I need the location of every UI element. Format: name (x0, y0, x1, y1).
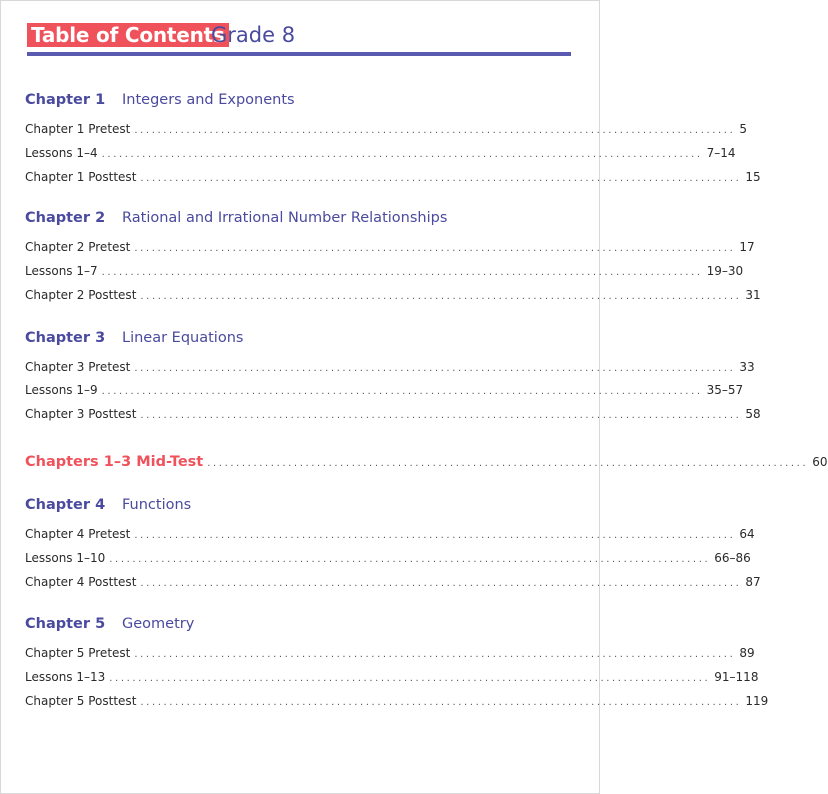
toc-entry (25, 262, 744, 280)
page-header (27, 23, 571, 59)
entry-label: Chapter 5 Posttest (25, 694, 137, 708)
entry-page: 7–14 (706, 146, 736, 160)
dot-leader: ........................................................................................................ (140, 291, 742, 302)
chapter-number: Chapter 3 (25, 330, 106, 346)
chapter-title: Functions (122, 497, 192, 513)
toc-entry (25, 692, 769, 710)
chapter-title: Integers and Exponents (122, 92, 295, 108)
page-title: Table of Contents (27, 23, 229, 47)
entry-page: 5 (739, 122, 748, 136)
entry-label: Chapter 2 Pretest (25, 240, 131, 254)
toc-entry (25, 358, 755, 376)
chapter-number: Chapter 2 (25, 210, 106, 226)
dot-leader: ........................................................................................................ (109, 554, 711, 565)
entry-label: Lessons 1–9 (25, 383, 98, 397)
dot-leader: ........................................................................................................ (134, 243, 736, 254)
dot-leader: ........................................................................................................ (134, 363, 736, 374)
dot-leader: ........................................................................................................ (134, 530, 736, 541)
chapter-heading (25, 90, 295, 110)
toc-entry (25, 238, 755, 256)
entry-label: Lessons 1–13 (25, 670, 106, 684)
toc-entry (25, 549, 751, 567)
entry-label: Lessons 1–4 (25, 146, 98, 160)
toc-entry (25, 405, 761, 423)
toc-entry (25, 668, 759, 686)
entry-label: Chapter 4 Posttest (25, 575, 137, 589)
entry-page: 91–118 (714, 670, 759, 684)
midtest-label: Chapters 1–3 Mid-Test (25, 454, 204, 470)
dot-leader: ........................................................................................................ (109, 673, 711, 684)
dot-leader: ........................................................................................................ (140, 578, 742, 589)
chapter-title: Rational and Irrational Number Relationships (122, 210, 448, 226)
toc-entry (25, 144, 736, 162)
toc-entry (25, 573, 761, 591)
dot-leader: ........................................................................................................ (140, 410, 742, 421)
dot-leader: ........................................................................................................ (207, 458, 809, 469)
toc-entry (25, 381, 744, 399)
entry-label: Chapter 1 Pretest (25, 122, 131, 136)
entry-label: Chapter 3 Posttest (25, 407, 137, 421)
dot-leader: ........................................................................................................ (101, 267, 703, 278)
entry-page: 35–57 (706, 383, 744, 397)
toc-entry (25, 168, 761, 186)
midtest-page: 60 (812, 455, 828, 469)
dot-leader: ........................................................................................................ (101, 386, 703, 397)
entry-page: 33 (739, 360, 755, 374)
toc-entry (25, 525, 755, 543)
chapter-number: Chapter 5 (25, 616, 106, 632)
dot-leader: ........................................................................................................ (134, 125, 736, 136)
entry-page: 89 (739, 646, 755, 660)
toc-entry (25, 644, 755, 662)
entry-label: Chapter 5 Pretest (25, 646, 131, 660)
dot-leader: ........................................................................................................ (134, 649, 736, 660)
entry-page: 119 (745, 694, 769, 708)
entry-page: 66–86 (714, 551, 751, 565)
chapter-heading (25, 614, 194, 634)
dot-leader: ........................................................................................................ (140, 697, 742, 708)
entry-page: 17 (739, 240, 755, 254)
toc-entry (25, 120, 748, 138)
grade-label: Grade 8 (211, 23, 296, 47)
header-rule (27, 52, 571, 56)
midtest-entry (25, 452, 828, 472)
entry-page: 64 (739, 527, 755, 541)
entry-page: 31 (745, 288, 761, 302)
entry-label: Chapter 2 Posttest (25, 288, 137, 302)
chapter-number: Chapter 4 (25, 497, 106, 513)
dot-leader: ........................................................................................................ (101, 149, 703, 160)
entry-label: Chapter 3 Pretest (25, 360, 131, 374)
entry-label: Chapter 1 Posttest (25, 170, 137, 184)
toc-entry (25, 286, 761, 304)
entry-page: 58 (745, 407, 761, 421)
entry-label: Chapter 4 Pretest (25, 527, 131, 541)
chapter-number: Chapter 1 (25, 92, 106, 108)
dot-leader: ........................................................................................................ (140, 173, 742, 184)
entry-page: 19–30 (706, 264, 744, 278)
chapter-title: Geometry (122, 616, 195, 632)
chapter-title: Linear Equations (122, 330, 244, 346)
entry-page: 87 (745, 575, 761, 589)
entry-page: 15 (745, 170, 761, 184)
entry-label: Lessons 1–10 (25, 551, 106, 565)
chapter-heading (25, 208, 447, 228)
chapter-heading (25, 495, 191, 515)
chapter-heading (25, 328, 243, 348)
entry-label: Lessons 1–7 (25, 264, 98, 278)
